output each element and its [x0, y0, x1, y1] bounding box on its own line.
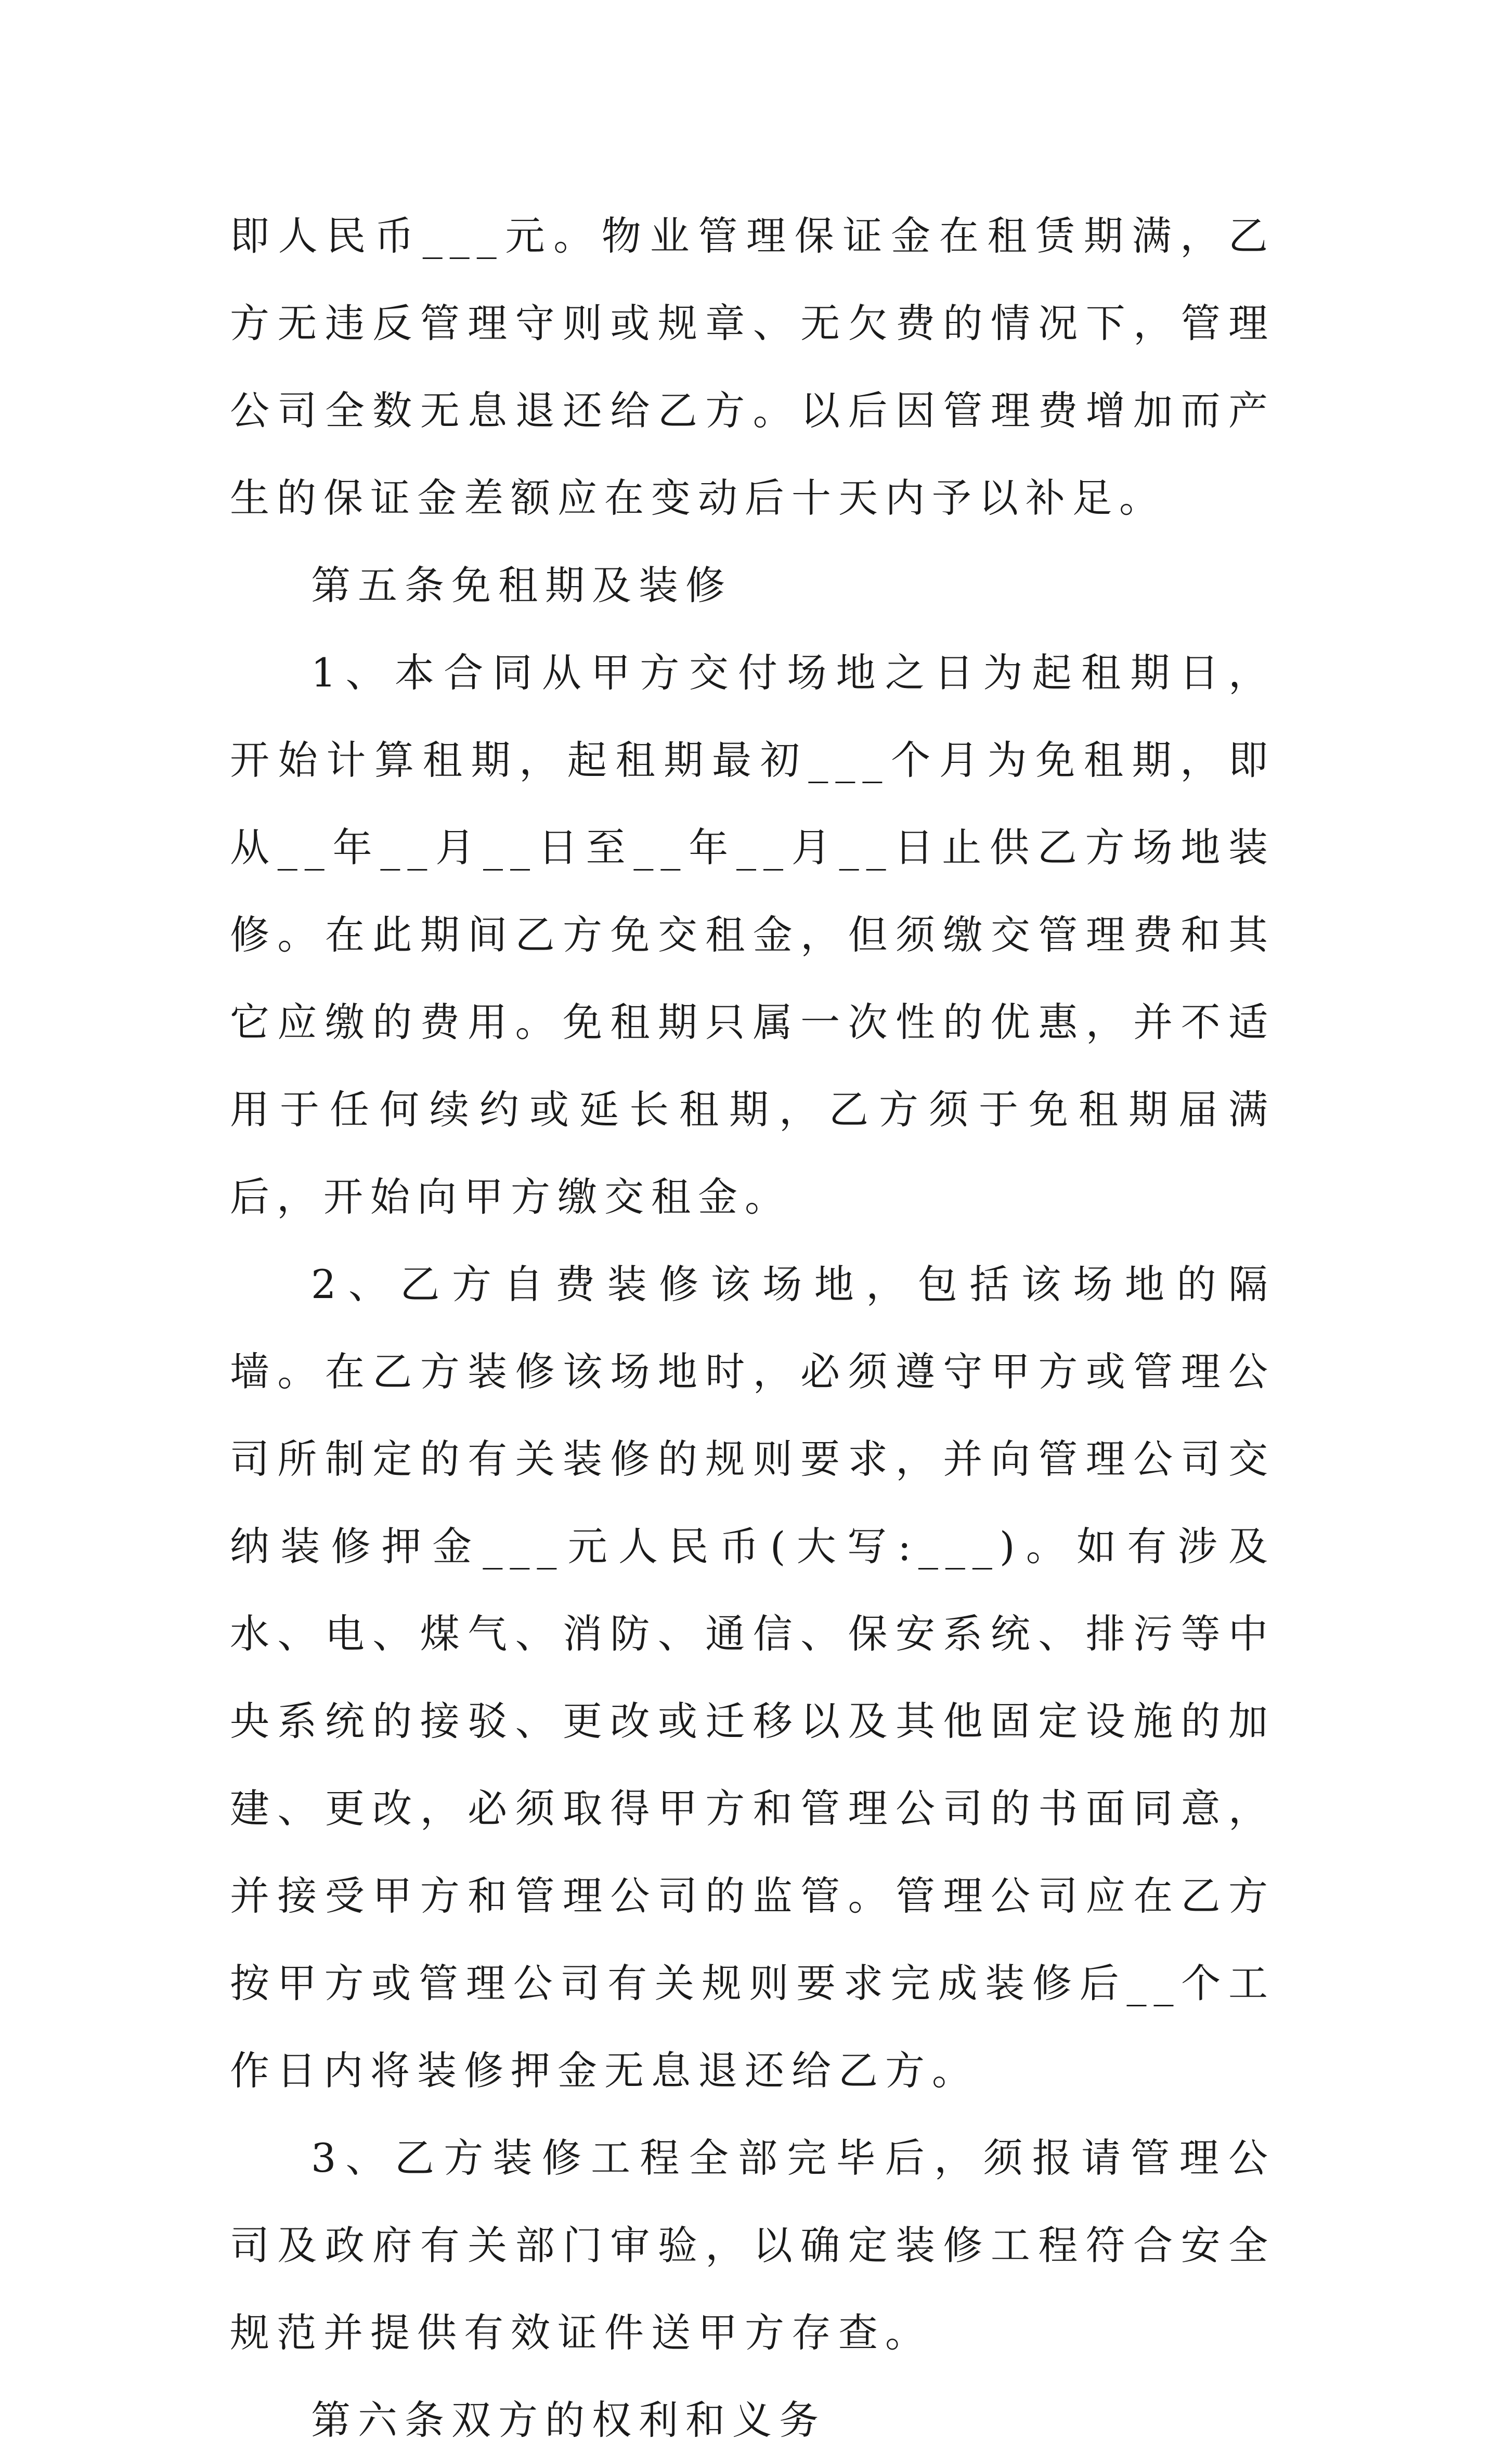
paragraph-deposit-refund: 即人民币___元。物业管理保证金在租赁期满，乙方无违反管理守则或规章、无欠费的情况下，管理公司全数无息退还给乙方。以后因管理费增加而产生的保证金差额应在变动后十天内予以补足。: [230, 213, 1275, 521]
paragraph-rent-free-period: 1、本合同从甲方交付场地之日为起租期日，开始计算租期，起租期最初___个月为免租期，即从__年__月__日至__年__月__日止供乙方场地装修。在此期间乙方免交租金，但须缴交管理费和其它应缴的费用。免租期只属一次性的优惠，并不适用于任何续约或延长租期，乙方须于免租期届满后，开始向甲方缴交租金。: [230, 650, 1275, 1220]
paragraph-renovation-inspection: 3、乙方装修工程全部完毕后，须报请管理公司及政府有关部门审验，以确定装修工程符合安全规范并提供有效证件送甲方存查。: [230, 2135, 1275, 2356]
document-body: [230, 192, 1275, 2464]
section-heading-article-6: 第六条双方的权利和义务: [311, 2397, 826, 2443]
paragraph-renovation-rules: 2、乙方自费装修该场地，包括该场地的隔墙。在乙方装修该场地时，必须遵守甲方或管理公司所制定的有关装修的规则要求，并向管理公司交纳装修押金___元人民币(大写:___)。如有涉及水、电、煤气、消防、通信、保安系统、排污等中央系统的接驳、更改或迁移以及其他固定设施的加建、更改，必须取得甲方和管理公司的书面同意，并接受甲方和管理公司的监管。管理公司应在乙方按甲方或管理公司有关规则要求完成装修后__个工作日内将装修押金无息退还给乙方。: [230, 1261, 1275, 2094]
section-heading-article-5: 第五条免租期及装修: [311, 562, 732, 608]
